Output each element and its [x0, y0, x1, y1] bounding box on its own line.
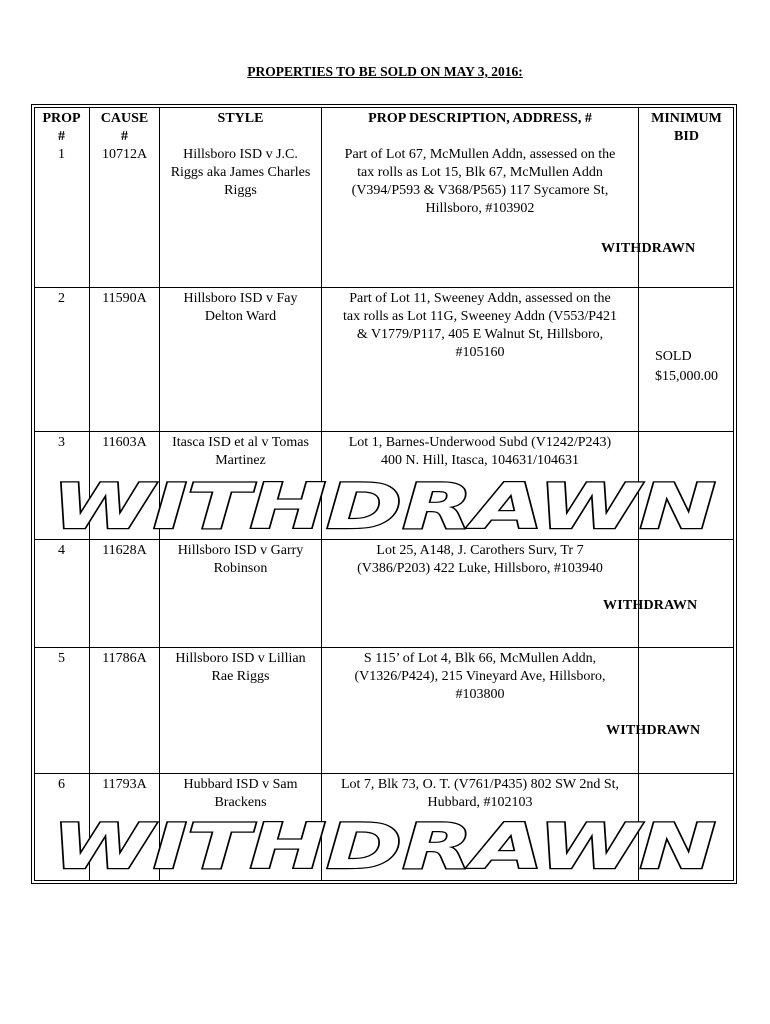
- row-divider: [34, 773, 734, 774]
- header-cause: CAUSE: [100, 111, 149, 126]
- prop-number: 6: [58, 777, 65, 792]
- description-line: S 115’ of Lot 4, Blk 66, McMullen Addn,: [363, 651, 597, 666]
- page-title: PROPERTIES TO BE SOLD ON MAY 3, 2016:: [247, 64, 523, 79]
- description-line: Part of Lot 67, McMullen Addn, assessed on the: [344, 147, 616, 162]
- header-description: PROP DESCRIPTION, ADDRESS, #: [368, 111, 592, 126]
- style-line: Riggs aka James Charles: [170, 165, 311, 180]
- style-line: Delton Ward: [204, 309, 277, 324]
- withdrawn-stamp: [44, 814, 724, 876]
- description-line: Lot 25, A148, J. Carothers Surv, Tr 7: [376, 543, 584, 558]
- style-cell: [160, 290, 321, 326]
- style-line: Hillsboro ISD v Garry: [177, 543, 304, 558]
- row-divider: [34, 647, 734, 648]
- withdrawn-stamp: [44, 474, 724, 536]
- description-line: Lot 7, Blk 73, O. T. (V761/P435) 802 SW 2nd St,: [340, 777, 620, 792]
- cause-number: 10712A: [101, 147, 148, 162]
- sold-price: [655, 347, 718, 387]
- description-line: #103800: [455, 687, 505, 702]
- style-line: Martinez: [215, 453, 266, 468]
- withdrawn-stamp-text: WITHDRAWN: [52, 474, 716, 536]
- style-cell: [160, 434, 321, 470]
- description-cell: [322, 290, 638, 362]
- prop-number: 1: [58, 147, 65, 162]
- cause-number: 11590A: [102, 291, 147, 306]
- withdrawn-label: WITHDRAWN: [606, 723, 701, 738]
- description-line: Hubbard, #102103: [427, 795, 533, 810]
- row-divider: [34, 539, 734, 540]
- cause-number: 11793A: [102, 777, 147, 792]
- description-line: (V1326/P424), 215 Vineyard Ave, Hillsboro,: [354, 669, 606, 684]
- style-line: Itasca ISD et al v Tomas: [172, 435, 309, 450]
- prop-number: 2: [58, 291, 65, 306]
- header-style: STYLE: [217, 111, 264, 126]
- header-prop-hash: #: [58, 129, 65, 144]
- style-cell: [160, 776, 321, 812]
- withdrawn-label: WITHDRAWN: [601, 241, 696, 256]
- sold-label: SOLD: [655, 349, 692, 364]
- style-cell: [160, 146, 321, 200]
- description-line: tax rolls as Lot 11G, Sweeney Addn (V553/P421: [342, 309, 617, 324]
- style-line: Brackens: [214, 795, 267, 810]
- style-line: Hillsboro ISD v Fay: [183, 291, 298, 306]
- cause-number: 11786A: [102, 651, 147, 666]
- description-line: Part of Lot 11, Sweeney Addn, assessed on the: [349, 291, 611, 306]
- description-cell: [322, 146, 638, 218]
- row-divider: [34, 431, 734, 432]
- style-line: Riggs: [224, 183, 257, 198]
- description-line: (V394/P593 & V368/P565) 117 Sycamore St,: [351, 183, 609, 198]
- description-line: #105160: [455, 345, 505, 360]
- header-prop: PROP: [42, 111, 81, 126]
- withdrawn-stamp-text: WITHDRAWN: [52, 814, 716, 876]
- description-line: tax rolls as Lot 15, Blk 67, McMullen Addn: [357, 165, 603, 180]
- prop-number: 3: [58, 435, 65, 450]
- cause-number: 11628A: [102, 543, 147, 558]
- row-divider: [34, 287, 734, 288]
- header-cause-hash: #: [121, 129, 128, 144]
- header-bid: BID: [674, 129, 699, 144]
- prop-number: 5: [58, 651, 65, 666]
- style-cell: [160, 542, 321, 578]
- description-cell: [322, 434, 638, 470]
- style-line: Rae Riggs: [211, 669, 270, 684]
- style-cell: [160, 650, 321, 686]
- prop-number: 4: [58, 543, 65, 558]
- withdrawn-label: WITHDRAWN: [603, 598, 698, 613]
- style-line: Hillsboro ISD v J.C.: [183, 147, 298, 162]
- style-line: Hubbard ISD v Sam: [183, 777, 298, 792]
- description-line: (V386/P203) 422 Luke, Hillsboro, #103940: [357, 561, 603, 576]
- description-line: Lot 1, Barnes-Underwood Subd (V1242/P243): [348, 435, 612, 450]
- description-line: Hillsboro, #103902: [425, 201, 535, 216]
- style-line: Hillsboro ISD v Lillian: [175, 651, 306, 666]
- description-cell: [322, 650, 638, 704]
- description-cell: [322, 776, 638, 812]
- description-cell: [322, 542, 638, 578]
- style-line: Robinson: [213, 561, 268, 576]
- cause-number: 11603A: [102, 435, 147, 450]
- description-line: & V1779/P117, 405 E Walnut St, Hillsboro,: [356, 327, 604, 342]
- description-line: 400 N. Hill, Itasca, 104631/104631: [381, 453, 579, 468]
- sold-amount: $15,000.00: [655, 369, 718, 384]
- header-minimum: MINIMUM: [651, 111, 722, 126]
